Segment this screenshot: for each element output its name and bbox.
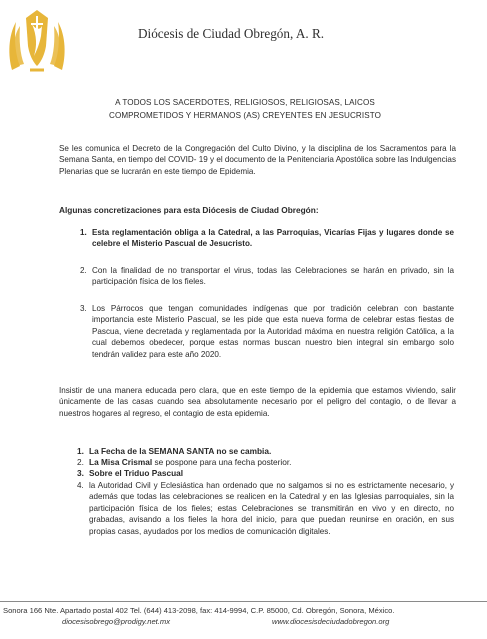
footer-email: diocesisobrego@prodigy.net.mx <box>62 617 171 626</box>
footer-divider <box>0 601 487 602</box>
bullet-item <box>77 446 272 457</box>
bullet-item <box>77 468 184 479</box>
bullet-bold-text: La Fecha de la SEMANA SANTA no se cambia. <box>89 446 272 456</box>
footer-address: Sonora 166 Nte. Apartado postal 402 Tel. (644) 413-2098, fax: 414-9994, C.P. 85000, Cd. Obregón, Sonora, México. <box>3 606 395 615</box>
addressee-line-1: A TODOS LOS SACERDOTES, RELIGIOSOS, RELIGIOSAS, LAICOS <box>115 98 375 107</box>
insist-paragraph: Insistir de una manera educada pero clara, que en este tiempo de la epidemia que estamos viviendo, salir únicamente de las casas cuando sea absolutamente necesario por el peligro del contagio, o de llevar a nuestros hogares al regreso, el contagio de esta epidemia. <box>59 386 456 418</box>
bullet-item <box>77 480 454 537</box>
bullet-number: 2. <box>77 457 84 467</box>
list-item-number: 3. <box>80 304 87 313</box>
list-item-text: Con la finalidad de no transportar el virus, todas las Celebraciones se harán en privado, sin la participación física de los fieles. <box>92 266 454 287</box>
addressee-line-2: COMPROMETIDOS Y HERMANOS (AS) CREYENTES EN JESUCRISTO <box>109 111 381 120</box>
list-item <box>80 227 454 250</box>
list-item-text: Esta reglamentación obliga a la Catedral, a las Parroquias, Vicarías Fijas y lugares donde se celebre el Misterio Pascual de Jesucristo. <box>92 228 454 249</box>
addressee-block <box>20 96 470 122</box>
bullet-number: 4. <box>77 481 84 490</box>
diocese-seal-icon <box>6 6 68 76</box>
list-item <box>80 303 454 360</box>
bullet-item <box>77 457 292 468</box>
footer-website: www.diocesisdeciudadobregon.org <box>272 617 390 626</box>
bullet-text: se pospone para una fecha posterior. <box>152 457 292 467</box>
bullet-number: 3. <box>77 468 84 478</box>
list-item-number: 2. <box>80 266 87 275</box>
bullet-bold-text: Sobre el Triduo Pascual <box>89 468 184 478</box>
list-item-number: 1. <box>80 228 87 237</box>
page-title: Diócesis de Ciudad Obregón, A. R. <box>138 26 325 41</box>
bullet-bold-text: La Misa Crismal <box>89 457 153 467</box>
list-item <box>80 265 454 288</box>
list-item-text: Los Párrocos que tengan comunidades indígenas que por tradición celebran con bastante importancia este Misterio Pascual, se les pide que esta nueva forma de celebrar estas fiestas de Pascua, viene decretada y reglamentada por la Autoridad máxima en nuestra religión Católica, a la cual debemos obedecer, porque estas normas buscan nuestro bien integral sin embargo solo tendrán validez para este año 2020. <box>92 304 454 359</box>
intro-paragraph: Se les comunica el Decreto de la Congregación del Culto Divino, y la disciplina de los Sacramentos para la Semana Santa, en tiempo del COVID- 19 y el documento de la Penitenciaria Apostólica sobre las Indulgencias Plenarias que se lucrarán en este tiempo de Epidemia. <box>59 144 456 176</box>
section-subheading: Algunas concretizaciones para esta Diócesis de Ciudad Obregón: <box>59 205 319 215</box>
bullet-text: la Autoridad Civil y Eclesiástica han ordenado que no salgamos si no es estrictamente necesario, y además que todas las celebraciones se realicen en la Catedral y en las Iglesias parroquiales, sin la participación física de los fieles; estas Celebraciones se transmitirán en vivo y en directo, no grabadas, avisando a los fieles la hora del inicio, para que puedan reunirse en oración, en sus propias casas, ayudados por los medios de comunicación digitales. <box>89 481 454 536</box>
bullet-number: 1. <box>77 446 84 456</box>
